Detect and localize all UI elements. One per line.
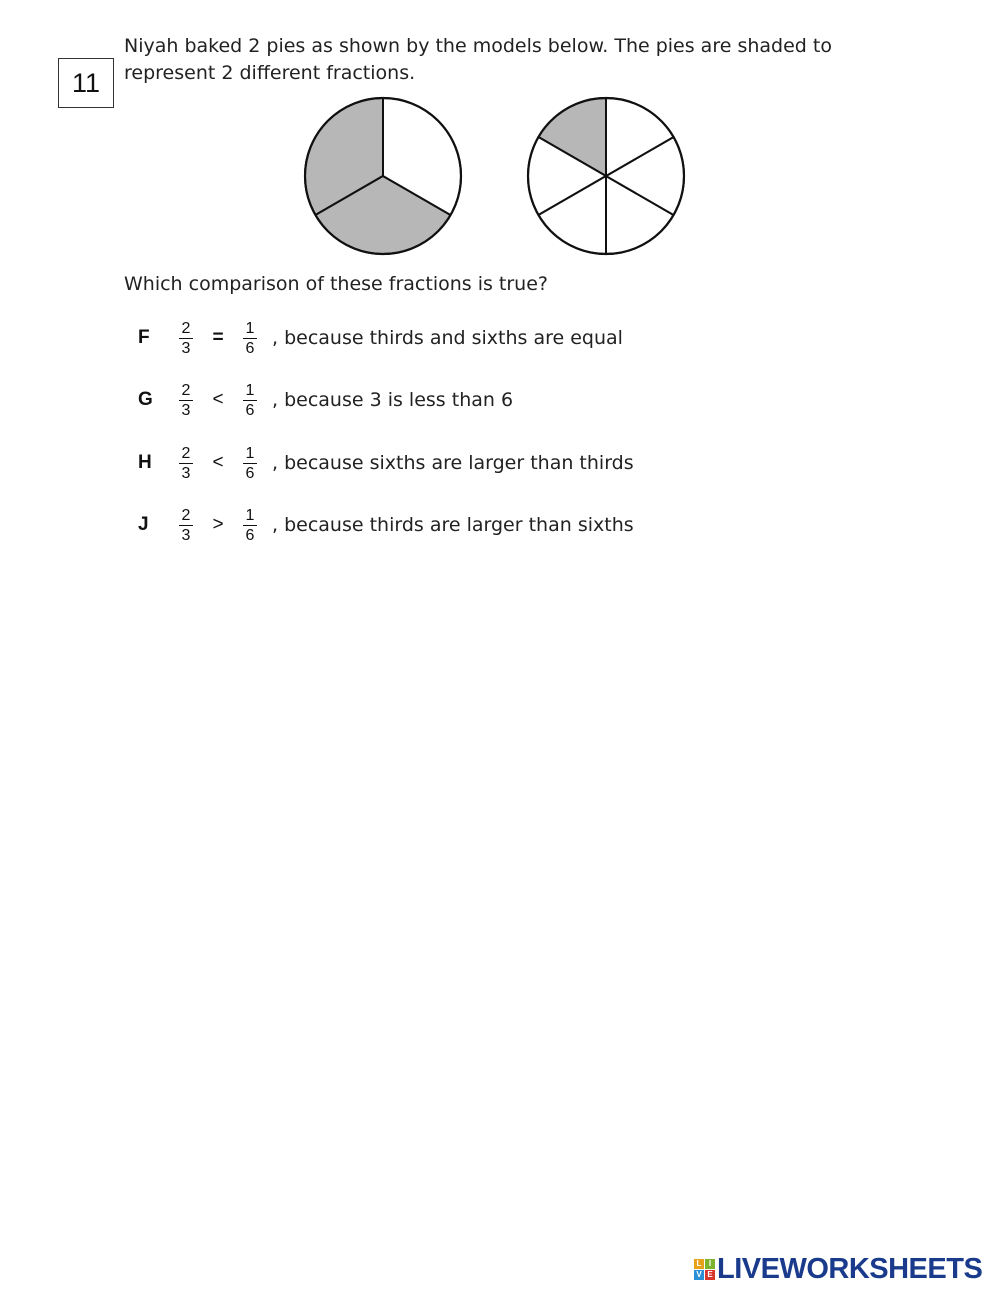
logo-letter: V: [694, 1270, 704, 1280]
option-h[interactable]: [138, 441, 634, 485]
numerator: 2: [179, 444, 194, 464]
option-f[interactable]: [138, 316, 623, 360]
option-reason: , because 3 is less than 6: [272, 389, 514, 411]
option-g[interactable]: [138, 378, 513, 422]
question-prompt: Niyah baked 2 pies as shown by the models below. The pies are shaded to represent 2 different fractions.: [124, 35, 832, 84]
numerator: 1: [243, 381, 258, 401]
logo-icon: [694, 1259, 715, 1280]
numerator: 1: [243, 319, 258, 339]
numerator: 2: [179, 319, 194, 339]
denominator: 6: [245, 339, 255, 357]
comparison-operator: >: [212, 514, 224, 535]
fraction-right: [238, 381, 262, 420]
option-reason: , because thirds and sixths are equal: [272, 327, 623, 349]
question-number-box: [58, 58, 114, 108]
fraction-right: [238, 506, 262, 545]
option-reason: , because sixths are larger than thirds: [272, 452, 634, 474]
logo-letter: E: [705, 1270, 715, 1280]
comparison-question: Which comparison of these fractions is true?: [124, 273, 548, 295]
fraction-right: [238, 319, 262, 358]
option-letter: G: [138, 389, 153, 410]
fraction-right: [238, 444, 262, 483]
numerator: 2: [179, 506, 194, 526]
denominator: 6: [245, 464, 255, 482]
denominator: 3: [181, 526, 191, 544]
fraction-left: [174, 381, 198, 420]
fraction-left: [174, 444, 198, 483]
denominator: 6: [245, 401, 255, 419]
numerator: 2: [179, 381, 194, 401]
comparison-operator: =: [212, 327, 224, 348]
sixths-pie: [528, 98, 684, 254]
option-letter: J: [138, 514, 149, 535]
denominator: 3: [181, 339, 191, 357]
denominator: 3: [181, 401, 191, 419]
logo-text: LIVEWORKSHEETS: [717, 1252, 983, 1285]
comparison-operator: <: [212, 389, 224, 410]
option-reason: , because thirds are larger than sixths: [272, 514, 634, 536]
denominator: 6: [245, 526, 255, 544]
option-letter: H: [138, 452, 152, 473]
logo-letter: I: [705, 1259, 715, 1269]
numerator: 1: [243, 506, 258, 526]
comparison-operator: <: [212, 452, 224, 473]
fraction-left: [174, 319, 198, 358]
pie-models: [300, 92, 692, 260]
pie-models-svg: [300, 92, 692, 260]
denominator: 3: [181, 464, 191, 482]
question-number: 11: [71, 67, 101, 98]
thirds-pie: [305, 98, 461, 254]
logo-letter: L: [694, 1259, 704, 1269]
numerator: 1: [243, 444, 258, 464]
fraction-left: [174, 506, 198, 545]
option-j[interactable]: [138, 503, 634, 547]
liveworksheets-logo: [694, 1254, 982, 1284]
option-letter: F: [138, 327, 150, 348]
